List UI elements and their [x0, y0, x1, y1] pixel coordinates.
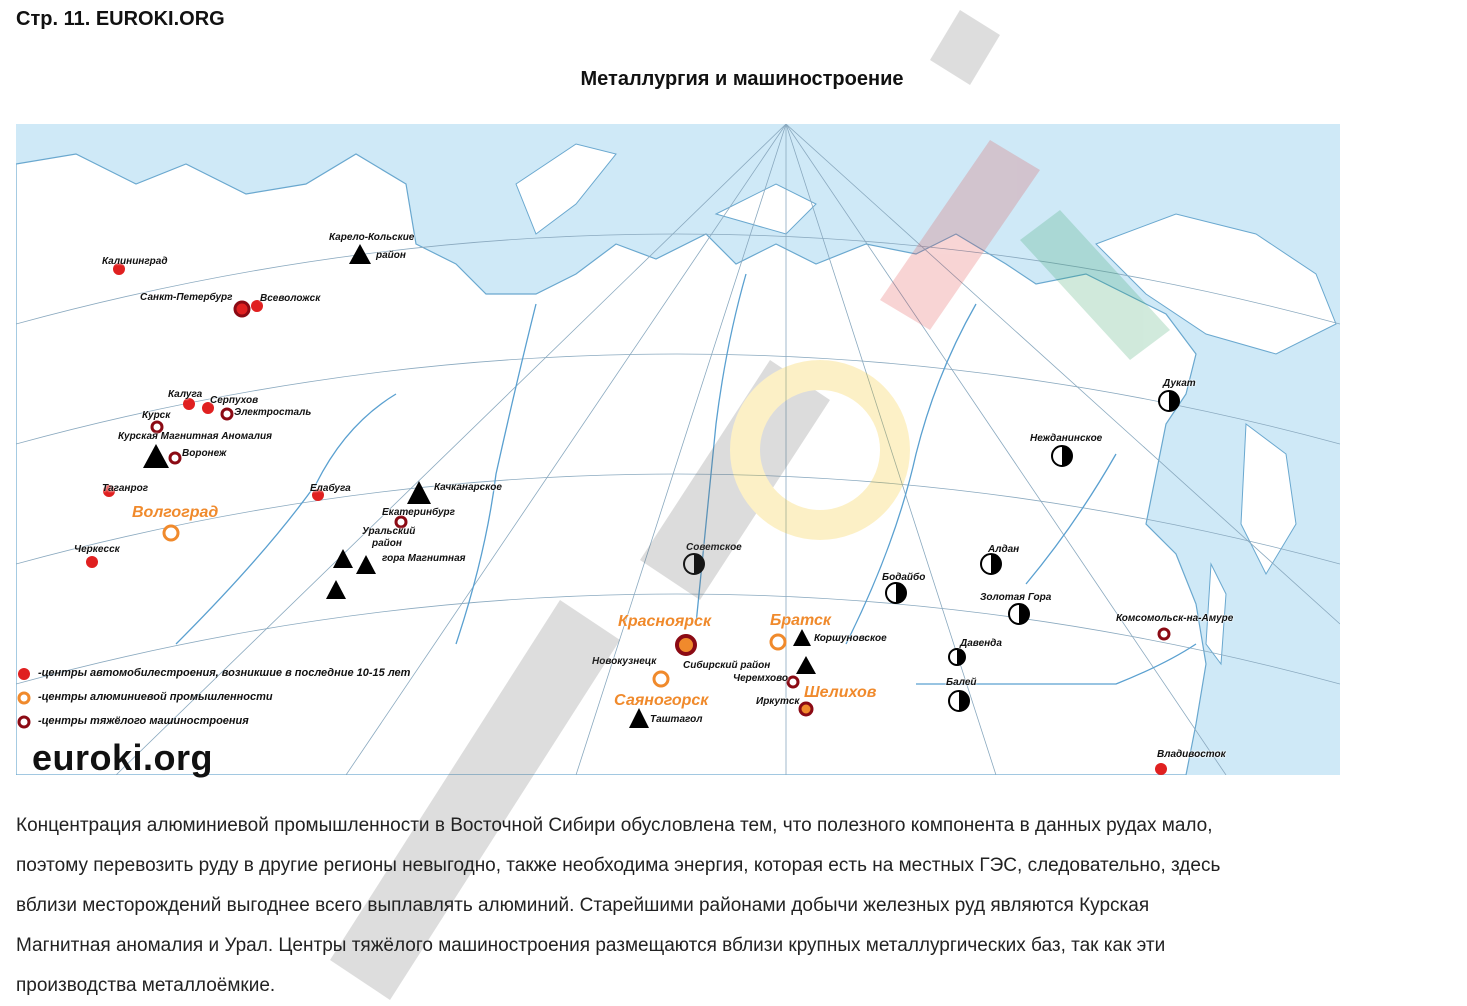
legend-auto-label: -центры автомобилестроения, возникшие в последние 10-15 лет — [38, 667, 411, 679]
triangle-korshunovskoe[interactable] — [793, 629, 811, 646]
label-zolotaya-gora: Золотая Гора — [980, 592, 1052, 603]
gold-davenda[interactable] — [949, 649, 965, 665]
marker-elektrostal[interactable] — [222, 409, 232, 419]
label-cheremkhovo: Черемхово — [733, 673, 789, 684]
gold-baley[interactable] — [949, 691, 969, 711]
marker-sayanogorsk[interactable] — [654, 672, 668, 686]
label-ural-1: Уральский — [362, 526, 416, 537]
explanation-line-4: Магнитная аномалия и Урал. Центры тяжёлого машиностроения размещаются вблизи крупных металлургических баз, так как эти — [16, 935, 1166, 956]
legend-heavy-label: -центры тяжёлого машиностроения — [38, 715, 249, 727]
page-header: Стр. 11. EUROKI.ORG — [16, 8, 225, 30]
gold-bodaibo[interactable] — [886, 583, 906, 603]
triangle-kachkanar[interactable] — [407, 481, 431, 504]
legend-aluminium-symbol — [16, 690, 32, 706]
label-spb: Санкт-Петербург — [140, 292, 233, 303]
triangle-kma[interactable] — [143, 444, 169, 468]
gold-aldan[interactable] — [981, 554, 1001, 574]
marker-irkutsk[interactable] — [800, 703, 812, 715]
map-title: Металлургия и машиностроение — [580, 68, 904, 90]
triangle-sibirsky[interactable] — [796, 656, 816, 674]
marker-cheremkhovo[interactable] — [788, 677, 798, 687]
label-volgograd: Волгоград — [132, 504, 219, 521]
label-elektrostal: Электросталь — [234, 407, 312, 418]
label-korshunovskoe: Коршуновское — [814, 633, 887, 644]
label-tashtagol: Таштагол — [650, 714, 703, 725]
label-nezhdaninskoe: Нежданинское — [1030, 433, 1103, 444]
label-vsevolozhsk: Всеволожск — [260, 293, 321, 304]
label-elabuga: Елабуга — [310, 483, 351, 494]
gold-sovetskoe[interactable] — [684, 554, 704, 574]
label-karelo-2: район — [376, 250, 406, 261]
label-magnitnaya: гора Магнитная — [382, 553, 466, 564]
triangle-karelo[interactable] — [349, 244, 371, 264]
label-serpukhov: Серпухов — [210, 395, 259, 406]
label-voronezh: Воронеж — [182, 448, 227, 459]
marker-bratsk[interactable] — [771, 635, 785, 649]
label-bodaibo: Бодайбо — [882, 572, 926, 583]
marker-voronezh[interactable] — [170, 453, 180, 463]
label-komsomolsk: Комсомольск-на-Амуре — [1116, 613, 1234, 624]
label-cherkessk: Черкесск — [74, 544, 120, 555]
label-aldan: Алдан — [988, 544, 1020, 555]
label-kma: Курская Магнитная Аномалия — [118, 431, 272, 442]
explanation-line-2: поэтому перевозить руду в другие регионы невыгодно, также необходима энергия, которая есть на местных ГЭС, следовательно, здесь — [16, 855, 1221, 876]
legend-heavy-symbol — [16, 714, 32, 730]
label-ekaterinburg: Екатеринбург — [382, 507, 455, 518]
label-bratsk: Братск — [770, 612, 832, 629]
label-shelekhov: Шелихов — [804, 684, 877, 701]
euroki-logo: euroki.org — [32, 737, 214, 778]
gold-nezhdaninskoe[interactable] — [1052, 446, 1072, 466]
triangle-ural-1[interactable] — [333, 549, 353, 568]
label-davenda: Давенда — [960, 638, 1002, 649]
triangle-magnitnaya[interactable] — [326, 580, 346, 599]
marker-cherkessk[interactable] — [86, 556, 98, 568]
label-kaliningrad: Калининград — [102, 256, 168, 267]
label-krasnoyarsk: Красноярск — [618, 613, 712, 630]
label-vladivostok: Владивосток — [1157, 749, 1226, 760]
label-sibirsky: Сибирский район — [683, 660, 771, 671]
label-dukat: Дукат — [1163, 378, 1196, 389]
marker-vladivostok[interactable] — [1155, 763, 1167, 775]
marker-volgograd[interactable] — [164, 526, 178, 540]
legend-aluminium-label: -центры алюминиевой промышленности — [38, 691, 273, 703]
label-kachkanar: Качканарское — [434, 482, 502, 493]
label-karelo: Карело-Кольские — [329, 232, 415, 243]
marker-spb[interactable] — [235, 302, 249, 316]
explanation-line-3: вблизи месторождений выгоднее всего выплавлять алюминий. Старейшими районами добычи железных руд являются Курская — [16, 895, 1150, 916]
label-taganrog: Таганрог — [102, 483, 149, 494]
label-sayanogorsk: Саяногорск — [614, 692, 709, 709]
label-irkutsk: Иркутск — [756, 696, 800, 707]
gold-dukat[interactable] — [1159, 391, 1179, 411]
gold-zolotaya-gora[interactable] — [1009, 604, 1029, 624]
legend-auto-symbol — [16, 666, 32, 682]
label-kaluga: Калуга — [168, 389, 203, 400]
label-novokuznetsk: Новокузнецк — [592, 656, 657, 667]
explanation-text — [16, 806, 1456, 1006]
explanation-line-1: Концентрация алюминиевой промышленности в Восточной Сибири обусловлена тем, что полезного компонента в данных рудах мало, — [16, 815, 1213, 836]
label-sovetskoe: Советское — [686, 542, 742, 553]
label-ural-2: район — [372, 538, 402, 549]
marker-komsomolsk[interactable] — [1159, 629, 1169, 639]
map-panel — [16, 124, 1340, 775]
triangle-tashtagol[interactable] — [629, 708, 649, 728]
triangle-ural-2[interactable] — [356, 555, 376, 574]
label-baley: Балей — [946, 677, 977, 688]
explanation-line-5: производства металлоёмкие. — [16, 975, 276, 996]
marker-krasnoyarsk[interactable] — [677, 636, 695, 654]
label-kursk: Курск — [142, 410, 171, 421]
